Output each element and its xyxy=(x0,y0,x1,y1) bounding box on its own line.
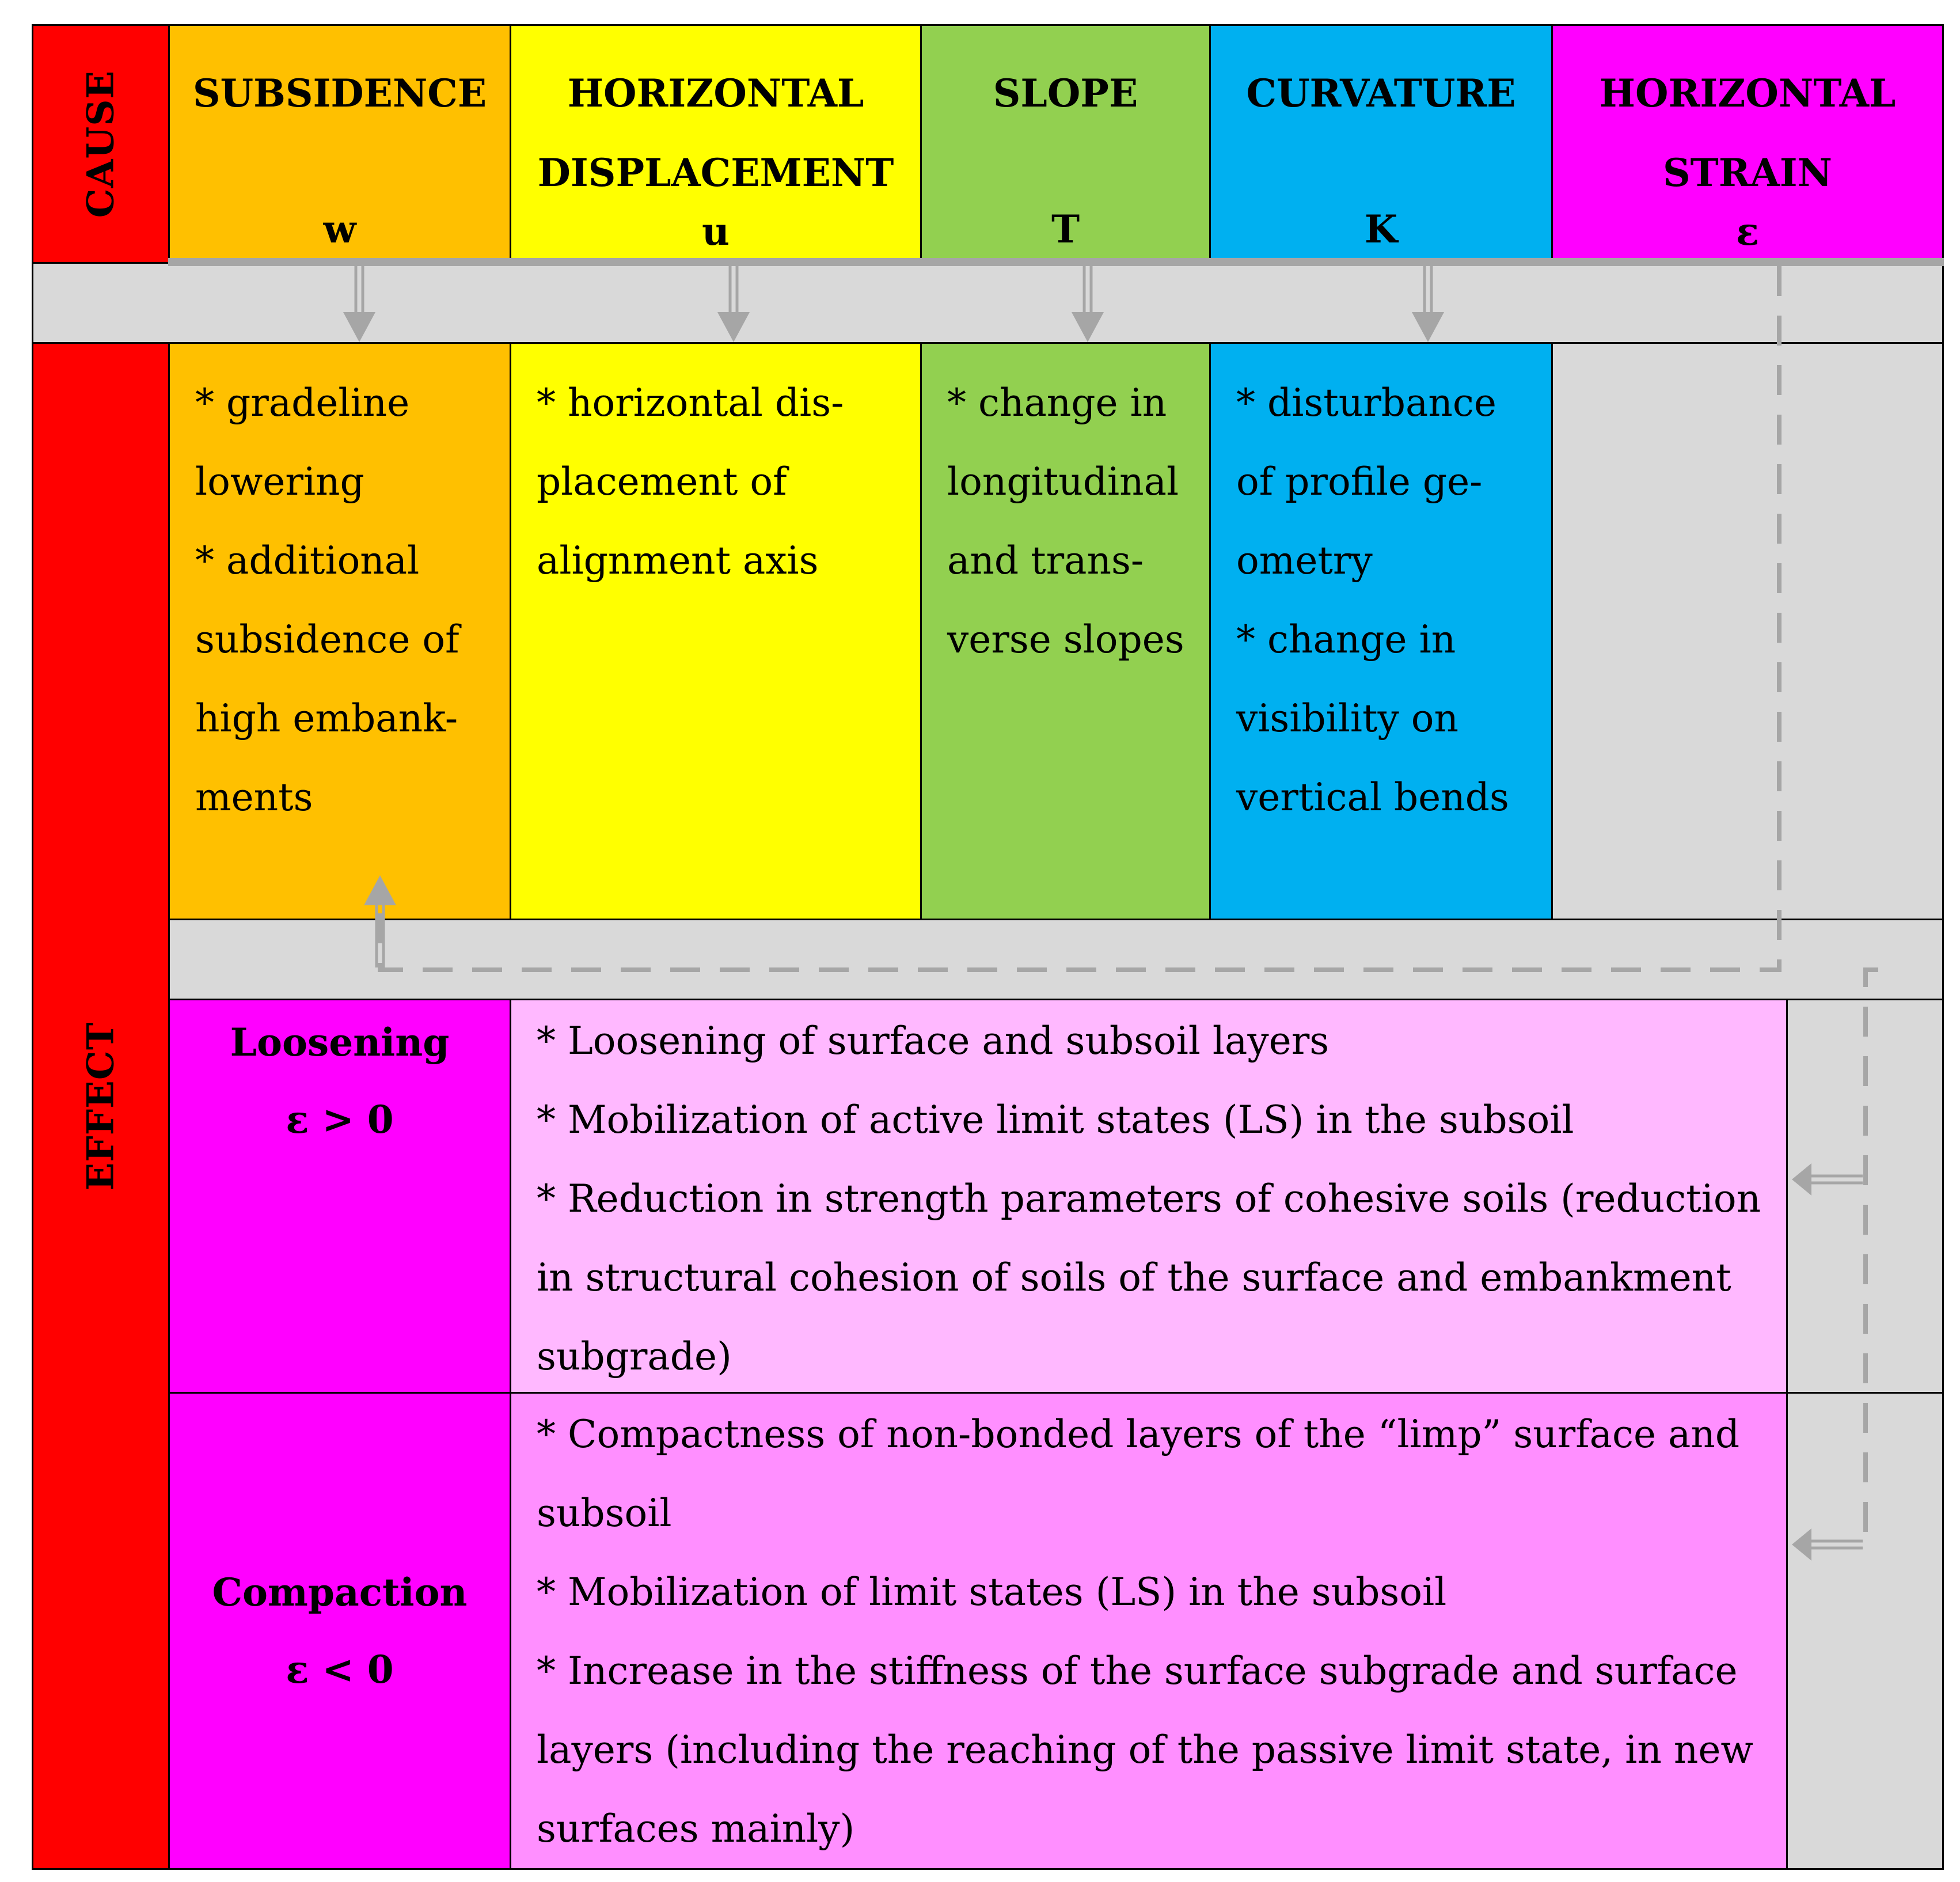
compaction-name: Compaction xyxy=(212,1570,468,1615)
cause-title: CURVATURE xyxy=(1246,71,1516,116)
effect-item: * additional subsidence of high embank-ments xyxy=(195,538,459,819)
cause-label: CAUSE xyxy=(79,70,123,218)
loosening-name: Loosening xyxy=(230,1020,450,1065)
compaction-item: * Mobilization of limit states (LS) in the subsoil xyxy=(537,1570,1447,1614)
cause-header-horizontal-strain xyxy=(1551,24,1944,264)
loosening-arrow-cell xyxy=(1786,999,1944,1394)
cause-title: HORIZONTAL DISPLACEMENT xyxy=(537,71,894,195)
effect-item: * horizontal dis-placement of alignment axis xyxy=(537,381,844,583)
compaction-label-cell xyxy=(168,1392,511,1870)
compaction-description xyxy=(510,1392,1788,1870)
compaction-condition: ε < 0 xyxy=(286,1647,394,1692)
loosening-item: * Loosening of surface and subsoil layers xyxy=(537,1019,1330,1063)
effect-item: * disturbance of profile ge-ometry xyxy=(1236,381,1496,583)
compaction-item: * Compactness of non-bonded layers of the “limp” surface and subsoil xyxy=(537,1412,1740,1535)
cause-header-subsidence xyxy=(168,24,511,264)
cause-symbol: T xyxy=(1051,207,1080,252)
cause-symbol: K xyxy=(1364,207,1398,252)
effect-subsidence xyxy=(168,342,511,920)
cause-symbol: w xyxy=(323,207,356,252)
cause-symbol: u xyxy=(702,209,730,254)
compaction-arrow-cell xyxy=(1786,1392,1944,1870)
effect-label-cell xyxy=(32,342,170,1870)
loosening-label-cell xyxy=(168,999,511,1394)
compaction-item: * Increase in the stiffness of the surface subgrade and surface layers (including the reaching of the passive limit state, in new surfaces mainly) xyxy=(537,1649,1753,1851)
loosening-item: * Reduction in strength parameters of cohesive soils (reduction in structural cohesion of soils of the surface and embankment subgrade) xyxy=(537,1177,1761,1379)
arrow-band-top xyxy=(32,262,1944,344)
cause-title: SLOPE xyxy=(993,71,1138,116)
effect-item: * change in visibility on vertical bends xyxy=(1236,617,1509,819)
cause-title: SUBSIDENCE xyxy=(192,71,487,116)
effect-slope xyxy=(920,342,1211,920)
effect-label: EFFECT xyxy=(79,1022,123,1190)
loosening-item: * Mobilization of active limit states (LS) in the subsoil xyxy=(537,1098,1574,1142)
loosening-description xyxy=(510,999,1788,1394)
loosening-condition: ε > 0 xyxy=(286,1097,394,1142)
cause-symbol: ε xyxy=(1735,209,1760,254)
effect-item: * change in longitudinal and trans-verse slopes xyxy=(947,381,1184,662)
cause-title: HORIZONTAL STRAIN xyxy=(1599,71,1896,195)
effect-horizontal-displacement xyxy=(510,342,922,920)
effect-strain-placeholder xyxy=(1551,342,1944,920)
cause-header-slope xyxy=(920,24,1211,264)
cause-header-curvature xyxy=(1209,24,1553,264)
effect-curvature xyxy=(1209,342,1553,920)
cause-label-cell xyxy=(32,24,170,264)
cause-header-horizontal-displacement xyxy=(510,24,922,264)
effect-item: * gradeline lowering xyxy=(195,381,410,504)
arrow-band-middle xyxy=(168,919,1944,1000)
